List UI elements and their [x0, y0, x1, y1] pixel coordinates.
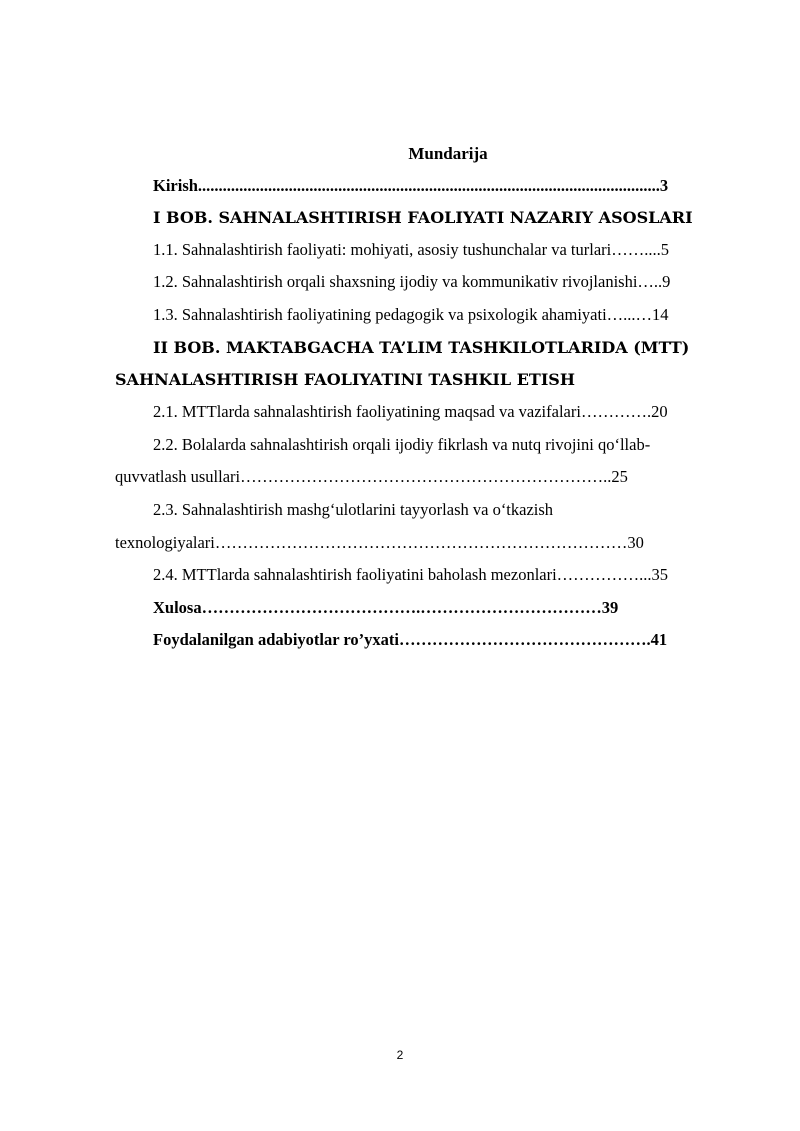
toc-entry-2-1: 2.1. MTTlarda sahnalashtirish faoliyatining maqsad va vazifalari………….20 — [153, 402, 668, 421]
toc-entry-1-3: 1.3. Sahnalashtirish faoliyatining pedagogik va psixologik ahamiyati…...…14 — [153, 305, 669, 324]
toc-entry-2-4: 2.4. MTTlarda sahnalashtirish faoliyatini baholash mezonlari……………...35 — [153, 565, 669, 584]
toc-title: Mundarija — [408, 144, 488, 163]
toc-entry-1-1: 1.1. Sahnalashtirish faoliyati: mohiyati, asosiy tushunchalar va turlari……....5 — [153, 240, 669, 259]
toc-entry-conclusion: Xulosa………………………………….……………………………39 — [153, 598, 619, 617]
toc-entry-2-2-line-2: quvvatlash usullari…………………………………………………………..25 — [115, 467, 628, 486]
toc-entry-2-3-line-1: 2.3. Sahnalashtirish mashg‘ulotlarini tayyorlash va o‘tkazish — [153, 500, 554, 519]
toc-entry-references: Foydalanilgan adabiyotlar ro’yxati……………………………………….41 — [153, 630, 668, 649]
toc-entry-2-3-line-2: texnologiyalari…………………………………………………………………30 — [115, 533, 644, 552]
toc-chapter-2-heading-line-2: SAHNALASHTIRISH FAOLIYATINI TASHKIL ETISH — [115, 370, 575, 389]
page-number: 2 — [396, 1048, 404, 1062]
toc-entry-2-2-line-1: 2.2. Bolalarda sahnalashtirish orqali ijodiy fikrlash va nutq rivojini qo‘llab- — [153, 435, 651, 454]
toc-chapter-1-heading: I BOB. SAHNALASHTIRISH FAOLIYATI NAZARIY ASOSLARI — [153, 208, 693, 227]
toc-entry-1-2: 1.2. Sahnalashtirish orqali shaxsning ijodiy va kommunikativ rivojlanishi…..9 — [153, 272, 671, 291]
toc-chapter-2-heading-line-1: II BOB. MAKTABGACHA TA’LIM TASHKILOTLARIDA (MTT) — [153, 338, 690, 357]
toc-entry-intro: Kirish................................................................................................................3 — [153, 176, 669, 195]
